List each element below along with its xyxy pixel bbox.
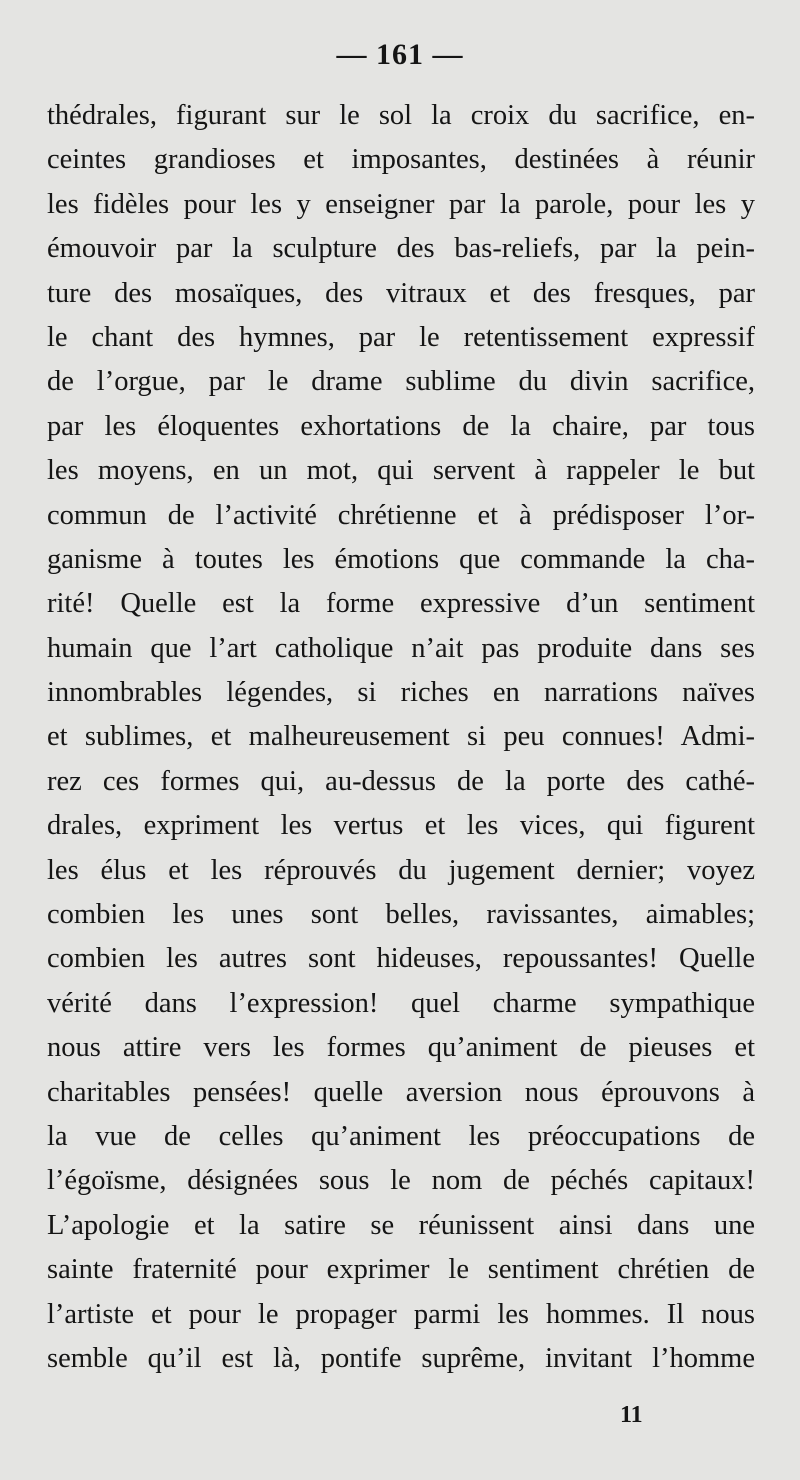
text-line: et sublimes, et malheureusement si peu connues! Admi- [47,721,755,753]
text-line: la vue de celles qu’animent les préoccupations de [47,1120,755,1152]
signature-mark: 11 [620,1402,643,1428]
text-line: innombrables légendes, si riches en narrations naïves [47,677,755,709]
text-line: les fidèles pour les y enseigner par la parole, pour les y [47,188,755,220]
text-line: charitables pensées! quelle aversion nous éprouvons à [47,1076,755,1108]
text-line: humain que l’art catholique n’ait pas produite dans ses [47,632,755,664]
text-line: de l’orgue, par le drame sublime du divin sacrifice, [47,366,755,398]
text-line: combien les autres sont hideuses, repoussantes! Quelle [47,943,755,975]
text-line: nous attire vers les formes qu’animent de pieuses et [47,1032,755,1064]
text-line: émouvoir par la sculpture des bas-reliefs, par la pein- [47,233,755,265]
text-line: combien les unes sont belles, ravissantes, aimables; [47,899,755,931]
text-line: rez ces formes qui, au-dessus de la porte des cathé- [47,765,755,797]
text-line: les moyens, en un mot, qui servent à rappeler le but [47,455,755,487]
text-line: l’artiste et pour le propager parmi les hommes. Il nous [47,1298,755,1330]
text-line: par les éloquentes exhortations de la chaire, par tous [47,410,755,442]
text-line: drales, expriment les vertus et les vices, qui figurent [47,810,755,842]
text-line: thédrales, figurant sur le sol la croix du sacrifice, en- [47,100,755,131]
text-line: les élus et les réprouvés du jugement dernier; voyez [47,854,755,886]
text-line: ganisme à toutes les émotions que commande la cha- [47,543,755,575]
text-line: ceintes grandioses et imposantes, destinées à réunir [47,144,755,176]
text-line: semble qu’il est là, pontife suprême, invitant l’homme [47,1342,755,1374]
text-line: rité! Quelle est la forme expressive d’un sentiment [47,588,755,620]
body-text [47,94,755,1381]
page-number: — 161 — [336,38,464,71]
text-line: le chant des hymnes, par le retentissement expressif [47,321,755,353]
text-line: commun de l’activité chrétienne et à prédisposer l’or- [47,499,755,531]
text-line: l’égoïsme, désignées sous le nom de péchés capitaux! [47,1165,755,1197]
text-line: sainte fraternité pour exprimer le sentiment chrétien de [47,1254,755,1286]
text-line: vérité dans l’expression! quel charme sympathique [47,987,755,1019]
text-line: ture des mosaïques, des vitraux et des fresques, par [47,277,755,309]
text-line: L’apologie et la satire se réunissent ainsi dans une [47,1209,755,1241]
